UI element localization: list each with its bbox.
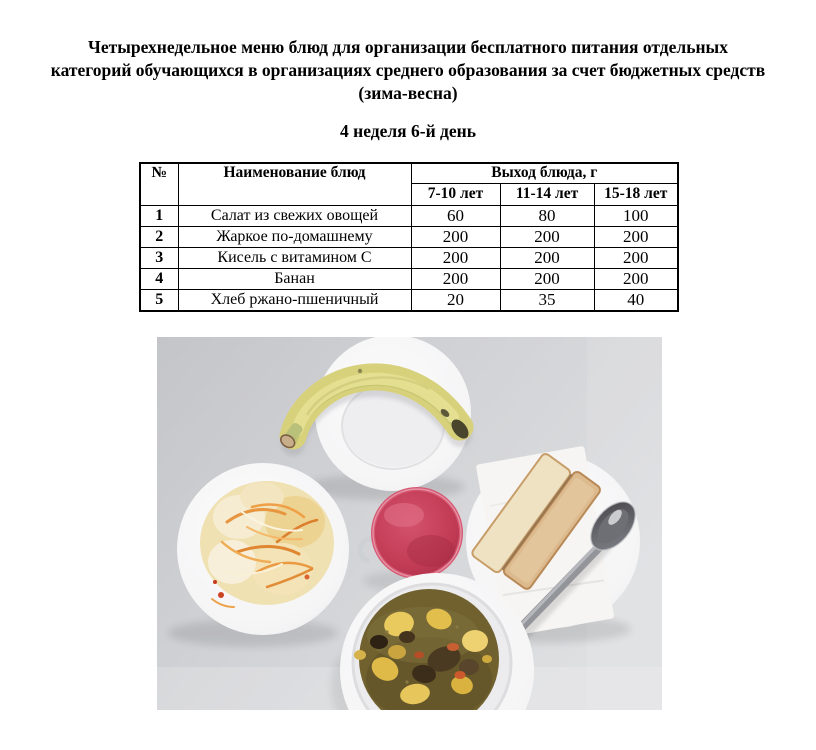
portion-value-cell: 200	[594, 247, 678, 268]
row-number-cell: 2	[140, 226, 178, 247]
col-header-number: №	[140, 163, 178, 205]
portion-value-cell: 40	[594, 289, 678, 311]
title-line-3: (зима-весна)	[358, 83, 458, 103]
document-title	[18, 36, 798, 105]
table-row	[140, 247, 678, 268]
banana-blemish	[358, 369, 362, 373]
week-day-subtitle: 4 неделя 6-й день	[339, 121, 477, 141]
dish-name-cell: Кисель с витамином С	[178, 247, 411, 268]
portion-value-cell: 80	[500, 205, 594, 226]
portion-value-cell: 100	[594, 205, 678, 226]
col-header-output-group: Выход блюда, г	[411, 163, 678, 183]
dish-name-cell: Банан	[178, 268, 411, 289]
table-row	[140, 289, 678, 311]
portion-value-cell: 200	[411, 226, 500, 247]
row-number-cell: 4	[140, 268, 178, 289]
dish-name-cell: Хлеб ржано-пшеничный	[178, 289, 411, 311]
meal-photo	[157, 337, 662, 710]
portion-value-cell: 60	[411, 205, 500, 226]
row-number-cell: 3	[140, 247, 178, 268]
portion-value-cell: 200	[411, 247, 500, 268]
table-row	[140, 268, 678, 289]
col-header-age-7-10: 7-10 лет	[411, 183, 500, 205]
dish-name-cell: Жаркое по-домашнему	[178, 226, 411, 247]
menu-table	[139, 162, 679, 312]
row-number-cell: 1	[140, 205, 178, 226]
title-line-1: Четырехнедельное меню блюд для организации бесплатного питания отдельных	[88, 37, 728, 57]
portion-value-cell: 200	[500, 268, 594, 289]
portion-value-cell: 20	[411, 289, 500, 311]
row-number-cell: 5	[140, 289, 178, 311]
col-header-dish-name: Наименование блюд	[178, 163, 411, 205]
table-row	[140, 205, 678, 226]
table-row	[140, 226, 678, 247]
portion-value-cell: 200	[500, 247, 594, 268]
portion-value-cell: 200	[594, 268, 678, 289]
portion-value-cell: 200	[500, 226, 594, 247]
dish-name-cell: Салат из свежих овощей	[178, 205, 411, 226]
col-header-age-11-14: 11-14 лет	[500, 183, 594, 205]
portion-value-cell: 200	[594, 226, 678, 247]
portion-value-cell: 35	[500, 289, 594, 311]
portion-value-cell: 200	[411, 268, 500, 289]
col-header-age-15-18: 15-18 лет	[594, 183, 678, 205]
title-line-2: категорий обучающихся в организациях среднего образования за счет бюджетных средств	[50, 60, 766, 80]
